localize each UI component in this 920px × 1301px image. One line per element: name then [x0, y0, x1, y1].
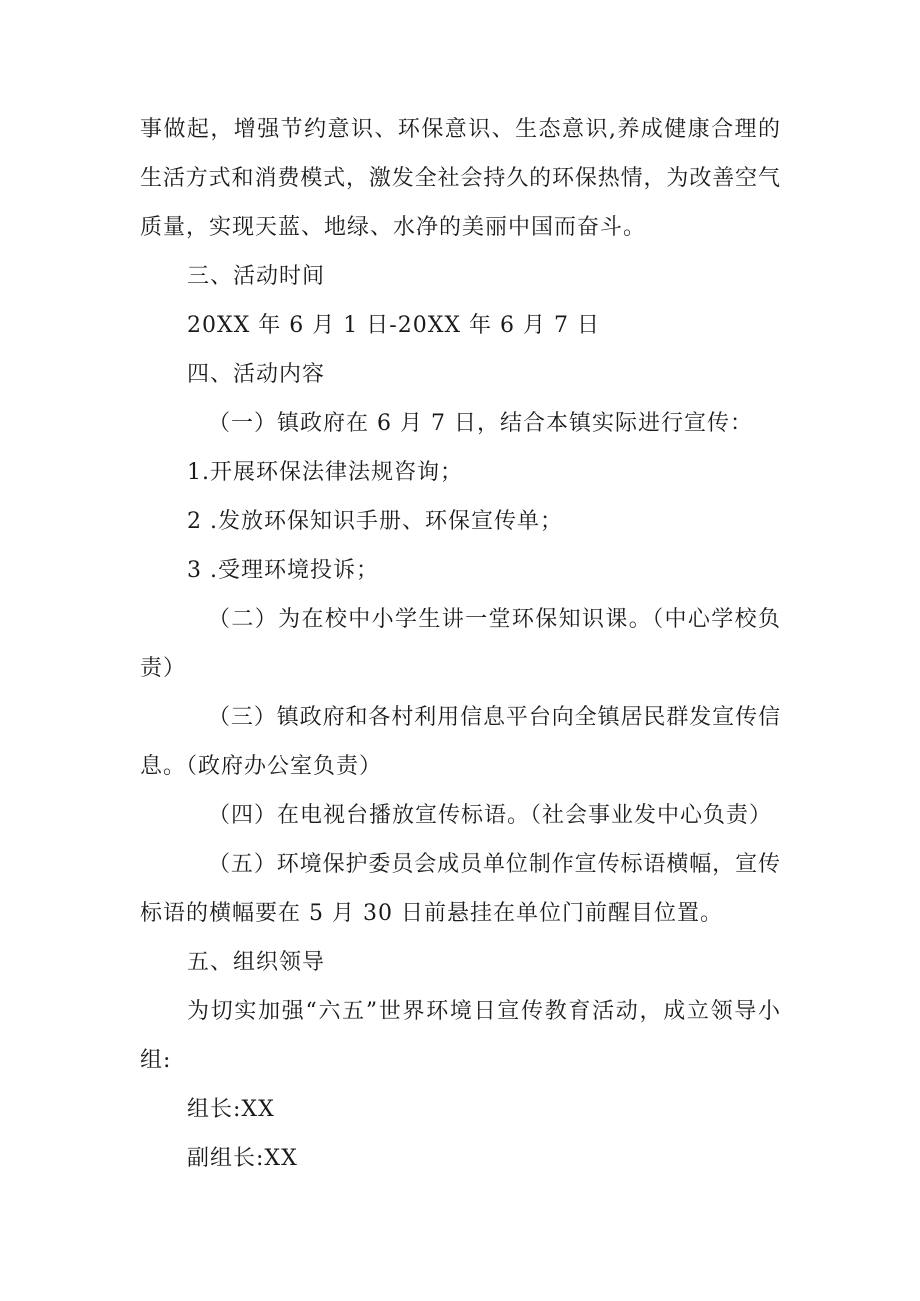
deputy-leader-name: 副组长:XX: [187, 1146, 298, 1171]
content-item-3-line-2: 息。（政府办公室负责）: [140, 754, 383, 779]
section-heading-organization: 五、组织领导: [187, 950, 326, 975]
leader-name: 组长:XX: [187, 1097, 275, 1122]
content-subitem-2: 2 .发放环保知识手册、环保宣传单；: [187, 509, 563, 534]
content-item-4: （四）在电视台播放宣传标语。（社会事业发中心负责）: [208, 803, 773, 828]
content-item-1: （一）镇政府在 6 月 7 日，结合本镇实际进行宣传：: [208, 411, 753, 436]
section-heading-activity-time: 三、活动时间: [187, 264, 326, 289]
content-subitem-3: 3 .受理环境投诉；: [187, 558, 379, 583]
content-item-3-line-1: （三）镇政府和各村利用信息平台向全镇居民群发宣传信: [208, 705, 780, 730]
leadership-line-2: 组:: [140, 1048, 172, 1073]
section-heading-activity-content: 四、活动内容: [187, 362, 326, 387]
intro-line-2: 生活方式和消费模式，激发全社会持久的环保热情，为改善空气: [140, 166, 780, 191]
content-item-5-line-2: 标语的横幅要在 5 月 30 日前悬挂在单位门前醒目位置。: [140, 901, 723, 926]
content-item-2-line-1: （二）为在校中小学生讲一堂环保知识课。（中心学校负: [208, 607, 780, 632]
intro-line-3: 质量，实现天蓝、地绿、水净的美丽中国而奋斗。: [140, 215, 647, 240]
intro-line-1: 事做起，增强节约意识、环保意识、生态意识,养成健康合理的: [140, 117, 780, 142]
leadership-line-1: 为切实加强“六五”世界环境日宣传教育活动，成立领导小: [187, 999, 780, 1024]
content-subitem-1: 1.开展环保法律法规咨询；: [187, 460, 463, 485]
content-item-2-line-2: 责）: [140, 656, 187, 681]
content-item-5-line-1: （五）环境保护委员会成员单位制作宣传标语横幅，宣传: [208, 852, 780, 877]
activity-date: 20XX 年 6 月 1 日-20XX 年 6 月 7 日: [187, 313, 600, 338]
